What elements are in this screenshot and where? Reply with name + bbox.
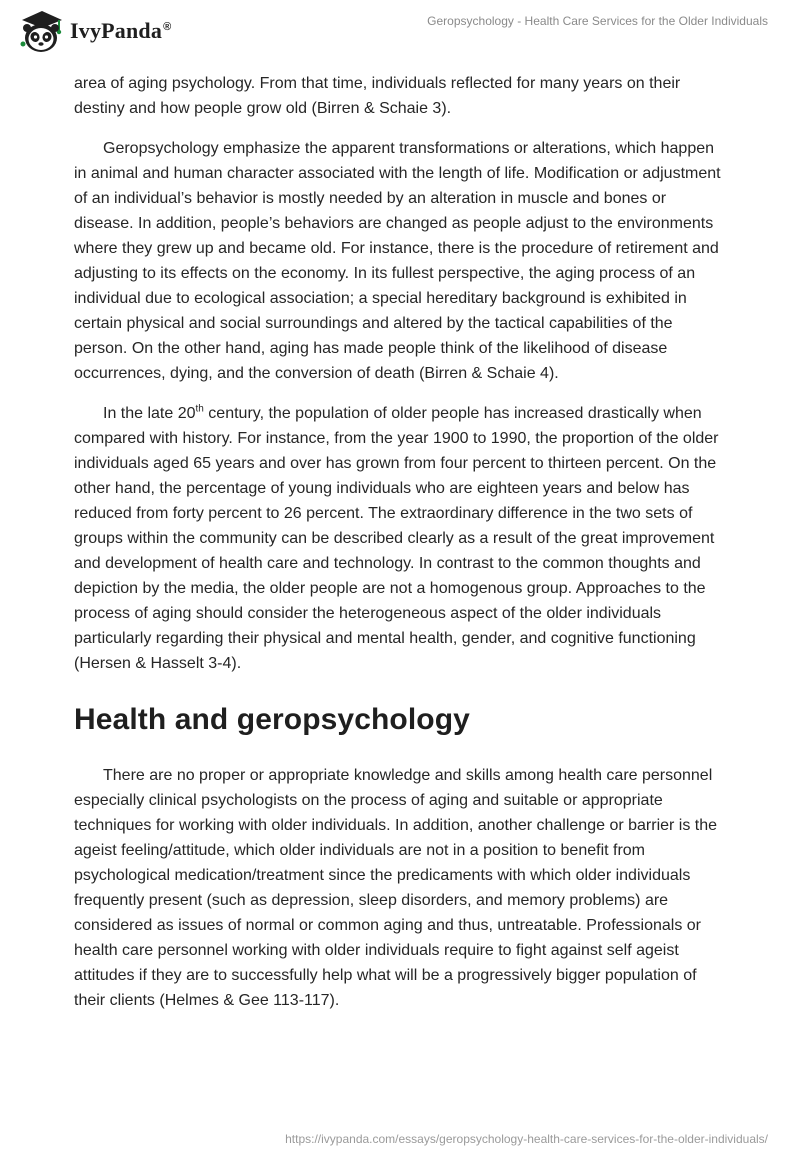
page-header	[0, 0, 800, 60]
paragraph-2: Geropsychology emphasize the apparent transformations or alterations, which happen in animal and human character associated with the length of life. Modification or adjustment of an individual’s behavior is mostly needed by an alteration in muscle and bones or disease. In addition, people’s behaviors are changed as people adjust to the environments where they grew up and became old. For instance, there is the procedure of retirement and adjusting to its effects on the economy. In its fullest perspective, the aging process of an individual due to ecological association; a special hereditary background is exhibited in certain physical and social surroundings and altered by the tactical capabilities of the person. On the other hand, aging has made people think of the likelihood of disease occurrences, dying, and the conversion of death (Birren & Schaie 4).	[74, 140, 721, 382]
brand-logo[interactable]	[14, 8, 171, 54]
paragraph-3	[74, 401, 726, 676]
essay-content	[74, 71, 726, 1028]
paragraph-3-lead: In the late 20	[103, 405, 196, 422]
panda-graduate-logo-icon	[14, 8, 66, 54]
paragraph-3-rest: century, the population of older people has increased drastically when compared with history. For instance, from the year 1900 to 1990, the proportion of the older individuals aged 65 years and over has grown from four percent to thirteen percent. On the other hand, the percentage of young individuals who are eighteen years and below has reduced from forty percent to 26 percent. The extraordinary difference in the two sets of groups within the community can be described clearly as a result of the great improvement and development of health care and technology. In contrast to the common thoughts and depiction by the media, the older people are not a homogenous group. Approaches to the process of aging should consider the heterogeneous aspect of the older individuals particularly regarding their physical and mental health, gender, and cognitive functioning (Hersen & Hasselt 3-4).	[74, 405, 719, 672]
brand-name: IvyPanda®	[70, 18, 172, 43]
document-title: Geropsychology - Health Care Services for the Older Individuals	[427, 14, 768, 28]
source-url[interactable]: https://ivypanda.com/essays/geropsychology-health-care-services-for-the-older-individuals/	[285, 1132, 768, 1146]
paragraph-1: area of aging psychology. From that time, individuals reflected for many years on their destiny and how people grow old (Birren & Schaie 3).	[74, 75, 681, 117]
paragraph-4: There are no proper or appropriate knowledge and skills among health care personnel especially clinical psychologists on the process of aging and suitable or appropriate techniques for working with older individuals. In addition, another challenge or barrier is the ageist feeling/attitude, which older individuals are not in a position to benefit from psychological medication/treatment since the predicaments with which older individuals frequently present (such as depression, sleep disorders, and memory problems) are considered as issues of normal or common aging and thus, untreatable. Professionals or health care personnel working with older individuals require to fight against self ageist attitudes if they are to successfully help what will be a progressively bigger population of their clients (Helmes & Gee 113-117).	[74, 767, 718, 1009]
ordinal-suffix: th	[195, 403, 204, 415]
section-heading: Health and geropsychology	[74, 703, 470, 736]
registered-mark: ®	[163, 20, 172, 33]
